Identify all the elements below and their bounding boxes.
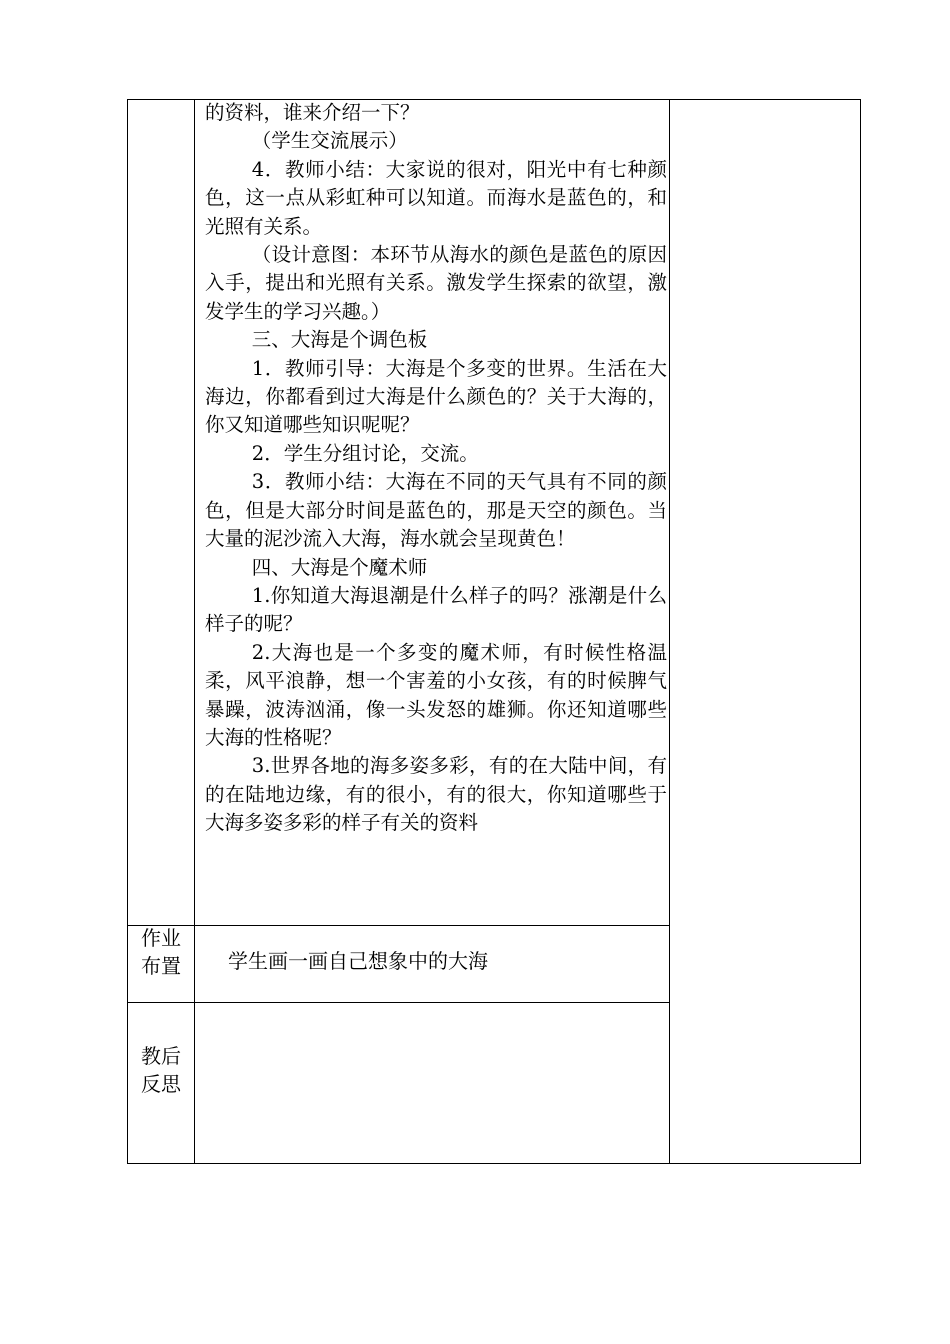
reflection-label-line2: 反思 [141,1072,181,1096]
homework-text: 学生画一画自己想象中的大海 [228,949,488,973]
content-paragraph: （设计意图：本环节从海水的颜色是蓝色的原因入手，提出和光照有关系。激发学生探索的欲望，激发学生的学习兴趣。） [205,243,667,323]
content-paragraph: 3．教师小结：大海在不同的天气具有不同的颜色，但是大部分时间是蓝色的，那是天空的颜色。当大量的泥沙流入大海，海水就会呈现黄色！ [205,470,667,551]
content-paragraph: 3.世界各地的海多姿多彩，有的在大陆中间，有的在陆地边缘，有的很小，有的很大，你知道哪些于大海多姿多彩的样子有关的资料 [205,754,667,835]
table-divider-col1 [194,99,195,1164]
content-paragraph: 1．教师引导：大海是个多变的世界。生活在大海边，你都看到过大海是什么颜色的？关于大海的，你又知道哪些知识呢呢？ [205,356,667,437]
table-border-left [127,99,128,1164]
reflection-label [128,1042,194,1098]
content-paragraph: 四、大海是个魔术师 [251,555,428,579]
content-paragraph: 三、大海是个调色板 [251,328,428,352]
content-paragraph: （学生交流展示） [251,129,408,153]
table-row-divider-homework-top [127,925,670,926]
reflection-label-line1: 教后 [141,1044,181,1068]
content-paragraph: 2．学生分组讨论，交流。 [251,441,479,465]
table-border-bottom [127,1163,861,1164]
content-paragraph: 的资料，谁来介绍一下？ [205,101,420,124]
table-row-divider-reflection-top [127,1002,670,1003]
homework-label-line2: 布置 [141,954,181,978]
table-border-right [860,99,861,1164]
content-paragraph: 4．教师小结：大家说的很对，阳光中有七种颜色，这一点从彩虹种可以知道。而海水是蓝色的，和光照有关系。 [205,157,667,238]
homework-label-line1: 作业 [141,926,181,950]
lesson-content-cell [205,99,667,838]
content-paragraph: 1.你知道大海退潮是什么样子的吗？涨潮是什么样子的呢？ [205,583,667,636]
content-paragraph: 2.大海也是一个多变的魔术师，有时候性格温柔，风平浪静，想一个害羞的小女孩，有的时候脾气暴躁，波涛汹涌，像一头发怒的雄狮。你还知道哪些大海的性格呢？ [205,640,667,749]
homework-label [128,924,194,980]
notes-column [670,100,860,1163]
